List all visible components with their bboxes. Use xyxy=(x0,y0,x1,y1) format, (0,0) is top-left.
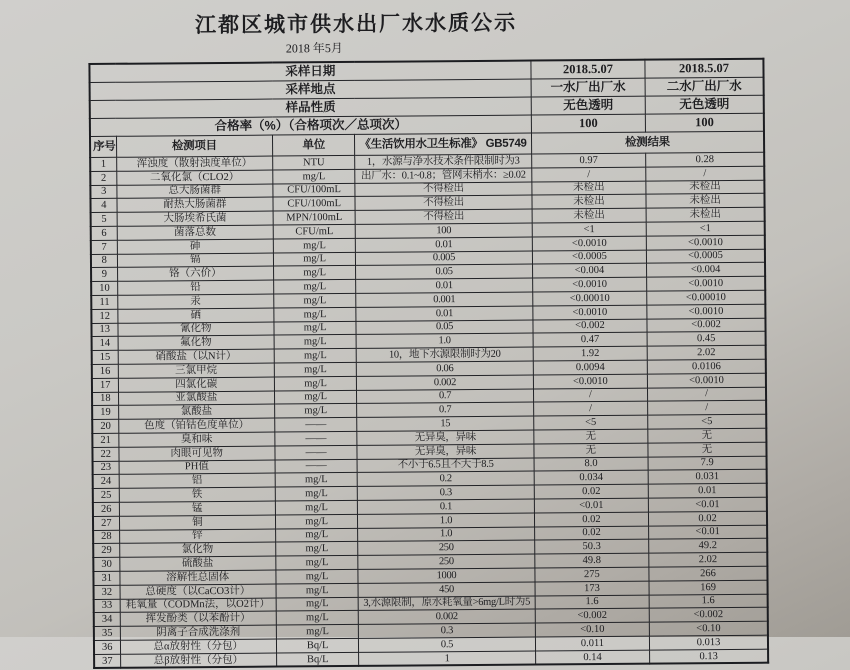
result-plant1-cell: <5 xyxy=(533,415,647,430)
result-plant2-cell: 169 xyxy=(649,580,767,595)
unit-cell: mg/L xyxy=(276,542,358,556)
standard-cell: 不得检出 xyxy=(355,195,532,210)
result-plant2-cell: 0.13 xyxy=(650,649,768,664)
result-plant1-cell: 173 xyxy=(535,581,649,596)
result-plant1-cell: <0.0010 xyxy=(533,305,647,320)
row-no-cell: 22 xyxy=(92,447,118,461)
item-cell: 耐热大肠菌群 xyxy=(117,197,274,212)
standard-cell: 3,水源限制，原水耗氧量>6mg/L时为5 xyxy=(358,596,535,611)
unit-cell: mg/L xyxy=(273,252,355,266)
standard-cell: 0.7 xyxy=(357,402,534,417)
result-plant2-cell: 1.6 xyxy=(649,594,767,609)
sampling-date-plant2: 2018.5.07 xyxy=(645,59,764,78)
row-no-cell: 8 xyxy=(91,254,117,268)
pass-rate-plant2: 100 xyxy=(645,113,764,132)
unit-cell: Bq/L xyxy=(276,638,358,652)
row-no-cell: 17 xyxy=(92,378,118,392)
result-plant2-cell: <0.004 xyxy=(647,263,765,278)
item-cell: 溶解性总固体 xyxy=(119,570,276,585)
standard-cell: 15 xyxy=(357,416,534,431)
standard-cell: 0.01 xyxy=(356,278,533,293)
unit-cell: mg/L xyxy=(275,500,357,514)
unit-cell: mg/L xyxy=(275,404,357,418)
sample-nature-label: 样品性质 xyxy=(90,97,531,118)
standard-cell: 1.0 xyxy=(356,333,533,348)
item-cell: 氯酸盐 xyxy=(118,404,275,419)
item-cell: 阴离子合成洗涤剂 xyxy=(120,625,277,640)
standard-cell: 0.01 xyxy=(356,306,533,321)
result-plant1-cell: 0.034 xyxy=(534,470,648,485)
result-plant1-cell: <1 xyxy=(532,222,646,237)
unit-cell: mg/L xyxy=(275,487,357,501)
sampling-location-plant1: 一水厂出厂水 xyxy=(531,78,645,97)
row-no-cell: 7 xyxy=(91,240,117,254)
standard-cell: 1.0 xyxy=(358,513,535,528)
result-plant1-cell: / xyxy=(533,388,647,403)
result-plant1-cell: 未检出 xyxy=(532,181,646,196)
result-plant1-cell: 8.0 xyxy=(534,457,648,472)
item-cell: 锌 xyxy=(119,529,276,544)
result-plant1-cell: 0.0094 xyxy=(533,360,647,375)
standard-cell: 250 xyxy=(358,554,535,569)
result-plant2-cell: 49.2 xyxy=(649,538,767,553)
result-plant1-cell: <0.0010 xyxy=(533,374,647,389)
result-plant1-cell: 1.6 xyxy=(535,595,649,610)
unit-cell: CFU/100mL xyxy=(273,197,355,211)
result-plant2-cell: <0.002 xyxy=(647,318,765,333)
standard-cell: 1 xyxy=(359,651,536,667)
info-section xyxy=(89,59,764,158)
item-cell: 镉 xyxy=(117,253,274,268)
result-plant2-cell: 0.031 xyxy=(648,470,766,485)
result-plant1-cell: <0.002 xyxy=(535,608,649,623)
pass-rate-label: 合格率（%）（合格项次／总项次） xyxy=(90,115,531,136)
row-no-cell: 35 xyxy=(94,626,120,640)
unit-cell: mg/L xyxy=(273,169,355,183)
result-plant1-cell: 未检出 xyxy=(532,208,646,223)
row-no-cell: 26 xyxy=(93,502,119,516)
sample-nature-plant2: 无色透明 xyxy=(645,95,764,114)
result-plant2-cell: <0.0010 xyxy=(647,304,765,319)
result-plant1-cell: 0.02 xyxy=(534,484,648,499)
result-plant1-cell: <0.00010 xyxy=(533,291,647,306)
unit-cell: mg/L xyxy=(273,238,355,252)
item-cell: 硒 xyxy=(117,308,274,323)
item-cell: 铅 xyxy=(117,280,274,295)
unit-cell: CFU/100mL xyxy=(273,183,355,197)
unit-cell: mg/L xyxy=(275,390,357,404)
row-no-cell: 20 xyxy=(92,419,118,433)
item-cell: 氟化物 xyxy=(118,335,275,350)
result-plant1-cell: <0.0010 xyxy=(532,277,646,292)
row-no-cell: 6 xyxy=(91,226,117,240)
row-no-cell: 33 xyxy=(94,599,120,613)
standard-cell: 0.3 xyxy=(358,485,535,500)
item-cell: 总α放射性（分包） xyxy=(120,639,277,654)
item-cell: 色度（铂钴色度单位） xyxy=(118,418,275,433)
col-header-result: 检测结果 xyxy=(531,131,764,154)
result-plant1-cell: 0.14 xyxy=(535,650,649,665)
item-cell: 二氧化氯（CLO2） xyxy=(116,170,273,185)
result-plant2-cell: <5 xyxy=(648,414,766,429)
result-plant2-cell: <0.01 xyxy=(648,497,766,512)
unit-cell: —— xyxy=(275,459,357,473)
standard-cell: 250 xyxy=(358,540,535,555)
unit-cell: mg/L xyxy=(276,569,358,583)
row-no-cell: 31 xyxy=(93,571,119,585)
result-plant2-cell: <0.01 xyxy=(649,525,767,540)
page-title: 江都区城市供水出厂水水质公示 xyxy=(195,11,518,38)
row-no-cell: 2 xyxy=(90,171,116,185)
standard-cell: 0.005 xyxy=(356,251,533,266)
result-plant2-cell: 0.01 xyxy=(648,483,766,498)
col-header-standard: 《生活饮用水卫生标准》 GB5749 xyxy=(355,133,532,155)
result-plant1-cell: 无 xyxy=(534,443,648,458)
row-no-cell: 14 xyxy=(92,337,118,351)
item-cell: 砷 xyxy=(117,239,274,254)
item-cell: 耗氧量（CODMn法，以O2计） xyxy=(120,598,277,613)
result-plant2-cell: 0.013 xyxy=(650,635,768,650)
unit-cell: mg/L xyxy=(274,349,356,363)
standard-cell: 0.001 xyxy=(356,292,533,307)
unit-cell: mg/L xyxy=(274,321,356,335)
standard-cell: 0.002 xyxy=(357,375,534,390)
result-plant2-cell: 0.02 xyxy=(649,511,767,526)
standard-cell: 450 xyxy=(358,582,535,597)
unit-cell: mg/L xyxy=(274,280,356,294)
result-plant2-cell: / xyxy=(646,166,764,181)
unit-cell: mg/L xyxy=(276,611,358,625)
row-no-cell: 27 xyxy=(93,516,119,530)
sampling-location-plant2: 二水厂出厂水 xyxy=(645,77,764,96)
row-no-cell: 9 xyxy=(91,268,117,282)
result-plant1-cell: 0.02 xyxy=(534,526,648,541)
item-cell: 汞 xyxy=(117,294,274,309)
result-plant1-cell: 0.47 xyxy=(533,332,647,347)
result-plant2-cell: <0.0010 xyxy=(646,235,764,250)
item-cell: 硝酸盐（以N计） xyxy=(118,349,275,364)
col-header-no: 序号 xyxy=(90,136,116,157)
result-plant1-cell: 1.92 xyxy=(533,346,647,361)
item-cell: 锰 xyxy=(119,501,276,516)
item-cell: 大肠埃希氏菌 xyxy=(117,211,274,226)
row-no-cell: 37 xyxy=(94,654,120,669)
result-plant2-cell: 未检出 xyxy=(646,180,764,195)
result-plant1-cell: 275 xyxy=(535,567,649,582)
row-no-cell: 34 xyxy=(94,613,120,627)
result-plant2-cell: <0.0005 xyxy=(647,249,765,264)
row-no-cell: 15 xyxy=(92,350,118,364)
standard-cell: 10，地下水源限制时为20 xyxy=(356,347,533,362)
row-no-cell: 29 xyxy=(93,544,119,558)
row-no-cell: 18 xyxy=(92,392,118,406)
row-no-cell: 16 xyxy=(92,364,118,378)
result-plant1-cell: <0.0010 xyxy=(532,236,646,251)
result-plant2-cell: 未检出 xyxy=(646,194,764,209)
item-cell: 总大肠菌群 xyxy=(116,184,273,199)
result-plant1-cell: / xyxy=(533,401,647,416)
row-no-cell: 24 xyxy=(93,475,119,489)
result-plant2-cell: / xyxy=(648,387,766,402)
item-cell: 总硬度（以CaCO3计） xyxy=(120,584,277,599)
unit-cell: NTU xyxy=(273,155,355,169)
item-cell: 浑浊度（散射浊度单位） xyxy=(116,156,273,171)
standard-cell: 0.2 xyxy=(357,471,534,486)
result-plant2-cell: <0.0010 xyxy=(647,276,765,291)
standard-cell: 出厂水：0.1~0.8；管网末梢水：≥0.02 xyxy=(355,168,532,183)
unit-cell: mg/L xyxy=(276,597,358,611)
item-cell: 铝 xyxy=(119,473,276,488)
result-plant2-cell: <0.00010 xyxy=(647,290,765,305)
unit-cell: —— xyxy=(275,418,357,432)
item-cell: 挥发酚类（以苯酚计） xyxy=(120,611,277,626)
unit-cell: mg/L xyxy=(276,528,358,542)
sample-nature-plant1: 无色透明 xyxy=(531,96,645,115)
unit-cell: —— xyxy=(275,431,357,445)
row-no-cell: 25 xyxy=(93,488,119,502)
row-no-cell: 10 xyxy=(91,281,117,295)
standard-cell: 无异臭，异味 xyxy=(357,430,534,445)
unit-cell: mg/L xyxy=(275,514,357,528)
result-plant2-cell: 7.9 xyxy=(648,456,766,471)
item-cell: 氰化物 xyxy=(118,322,275,337)
item-cell: 铁 xyxy=(119,487,276,502)
item-cell: 臭和味 xyxy=(118,432,275,447)
results-table-body xyxy=(90,152,768,668)
row-no-cell: 19 xyxy=(92,406,118,420)
unit-cell: mg/L xyxy=(276,556,358,570)
result-plant2-cell: 2.02 xyxy=(649,552,767,567)
item-cell: 四氯化碳 xyxy=(118,377,275,392)
sampling-location-label: 采样地点 xyxy=(90,79,531,100)
result-plant2-cell: / xyxy=(648,401,766,416)
row-no-cell: 3 xyxy=(90,185,116,199)
unit-cell: MPN/100mL xyxy=(273,211,355,225)
result-plant1-cell: <0.0005 xyxy=(532,250,646,265)
standard-cell: 不得检出 xyxy=(355,209,532,224)
row-no-cell: 36 xyxy=(94,640,120,654)
item-cell: 亚氯酸盐 xyxy=(118,391,275,406)
unit-cell: mg/L xyxy=(274,376,356,390)
item-cell: PH值 xyxy=(119,460,276,475)
result-plant2-cell: 0.0106 xyxy=(647,359,765,374)
col-header-unit: 单位 xyxy=(273,134,355,156)
row-no-cell: 23 xyxy=(93,461,119,475)
standard-cell: 不得检出 xyxy=(355,182,532,197)
unit-cell: mg/L xyxy=(274,362,356,376)
row-no-cell: 12 xyxy=(91,309,117,323)
standard-cell: 1000 xyxy=(358,568,535,583)
row-no-cell: 1 xyxy=(90,157,116,171)
row-no-cell: 32 xyxy=(94,585,120,599)
result-plant1-cell: 0.02 xyxy=(534,512,648,527)
result-plant1-cell: 49.8 xyxy=(535,553,649,568)
standard-cell: 0.06 xyxy=(357,361,534,376)
result-plant2-cell: <0.0010 xyxy=(647,373,765,388)
document-sheet xyxy=(88,5,769,670)
result-plant2-cell: 0.45 xyxy=(647,332,765,347)
result-plant1-cell: 50.3 xyxy=(534,539,648,554)
standard-cell: 0.5 xyxy=(359,637,536,652)
pass-rate-plant1: 100 xyxy=(531,114,645,133)
standard-cell: 0.3 xyxy=(359,623,536,638)
standard-cell: 不小于6.5且不大于8.5 xyxy=(357,458,534,473)
item-cell: 铜 xyxy=(119,515,276,530)
result-plant2-cell: <0.10 xyxy=(649,621,767,636)
row-no-cell: 28 xyxy=(93,530,119,544)
row-no-cell: 13 xyxy=(91,323,117,337)
standard-cell: 无异臭，异味 xyxy=(357,444,534,459)
row-no-cell: 11 xyxy=(91,295,117,309)
result-plant1-cell: <0.004 xyxy=(532,263,646,278)
sampling-date-label: 采样日期 xyxy=(89,61,530,83)
standard-cell: 1，水源与净水技术条件限制时为3 xyxy=(355,154,532,169)
result-plant1-cell: <0.10 xyxy=(535,622,649,637)
result-plant2-cell: 无 xyxy=(648,442,766,457)
result-plant1-cell: <0.002 xyxy=(533,319,647,334)
item-cell: 肉眼可见物 xyxy=(118,446,275,461)
item-cell: 硫酸盐 xyxy=(119,556,276,571)
result-plant2-cell: 2.02 xyxy=(647,345,765,360)
standard-cell: 1.0 xyxy=(358,527,535,542)
result-plant1-cell: 0.011 xyxy=(535,636,649,651)
standard-cell: 100 xyxy=(355,223,532,238)
col-header-item: 检测项目 xyxy=(116,135,273,157)
result-plant2-cell: <0.002 xyxy=(649,607,767,622)
water-quality-table xyxy=(88,58,769,670)
standard-cell: 0.05 xyxy=(356,320,533,335)
result-plant1-cell: 无 xyxy=(534,429,648,444)
result-plant1-cell: <0.01 xyxy=(534,498,648,513)
unit-cell: Bq/L xyxy=(277,652,359,667)
result-plant1-cell: 未检出 xyxy=(532,195,646,210)
row-no-cell: 5 xyxy=(91,212,117,226)
standard-cell: 0.7 xyxy=(357,389,534,404)
standard-cell: 0.05 xyxy=(356,264,533,279)
row-no-cell: 4 xyxy=(90,199,116,213)
sampling-date-plant1: 2018.5.07 xyxy=(531,60,645,79)
standard-cell: 0.1 xyxy=(358,499,535,514)
item-cell: 三氯甲烷 xyxy=(118,363,275,378)
standard-cell: 0.002 xyxy=(358,609,535,624)
result-plant2-cell: 0.28 xyxy=(646,152,764,167)
row-no-cell: 21 xyxy=(92,433,118,447)
result-plant2-cell: 无 xyxy=(648,428,766,443)
unit-cell: mg/L xyxy=(274,307,356,321)
result-plant2-cell: 未检出 xyxy=(646,207,764,222)
item-cell: 总β放射性（分包） xyxy=(120,653,277,669)
unit-cell: mg/L xyxy=(276,583,358,597)
result-plant1-cell: / xyxy=(532,167,646,182)
row-no-cell: 30 xyxy=(93,557,119,571)
result-plant1-cell: 0.97 xyxy=(531,153,645,168)
unit-cell: mg/L xyxy=(276,624,358,638)
page-subtitle: 2018 年5月 xyxy=(285,41,343,56)
standard-cell: 0.01 xyxy=(356,237,533,252)
item-cell: 氯化物 xyxy=(119,542,276,557)
result-plant2-cell: 266 xyxy=(649,566,767,581)
unit-cell: mg/L xyxy=(274,293,356,307)
unit-cell: mg/L xyxy=(274,266,356,280)
item-cell: 菌落总数 xyxy=(117,225,274,240)
unit-cell: mg/L xyxy=(274,335,356,349)
result-plant2-cell: <1 xyxy=(646,221,764,236)
item-cell: 铬（六价） xyxy=(117,266,274,281)
unit-cell: mg/L xyxy=(275,473,357,487)
unit-cell: CFU/mL xyxy=(273,224,355,238)
unit-cell: —— xyxy=(275,445,357,459)
